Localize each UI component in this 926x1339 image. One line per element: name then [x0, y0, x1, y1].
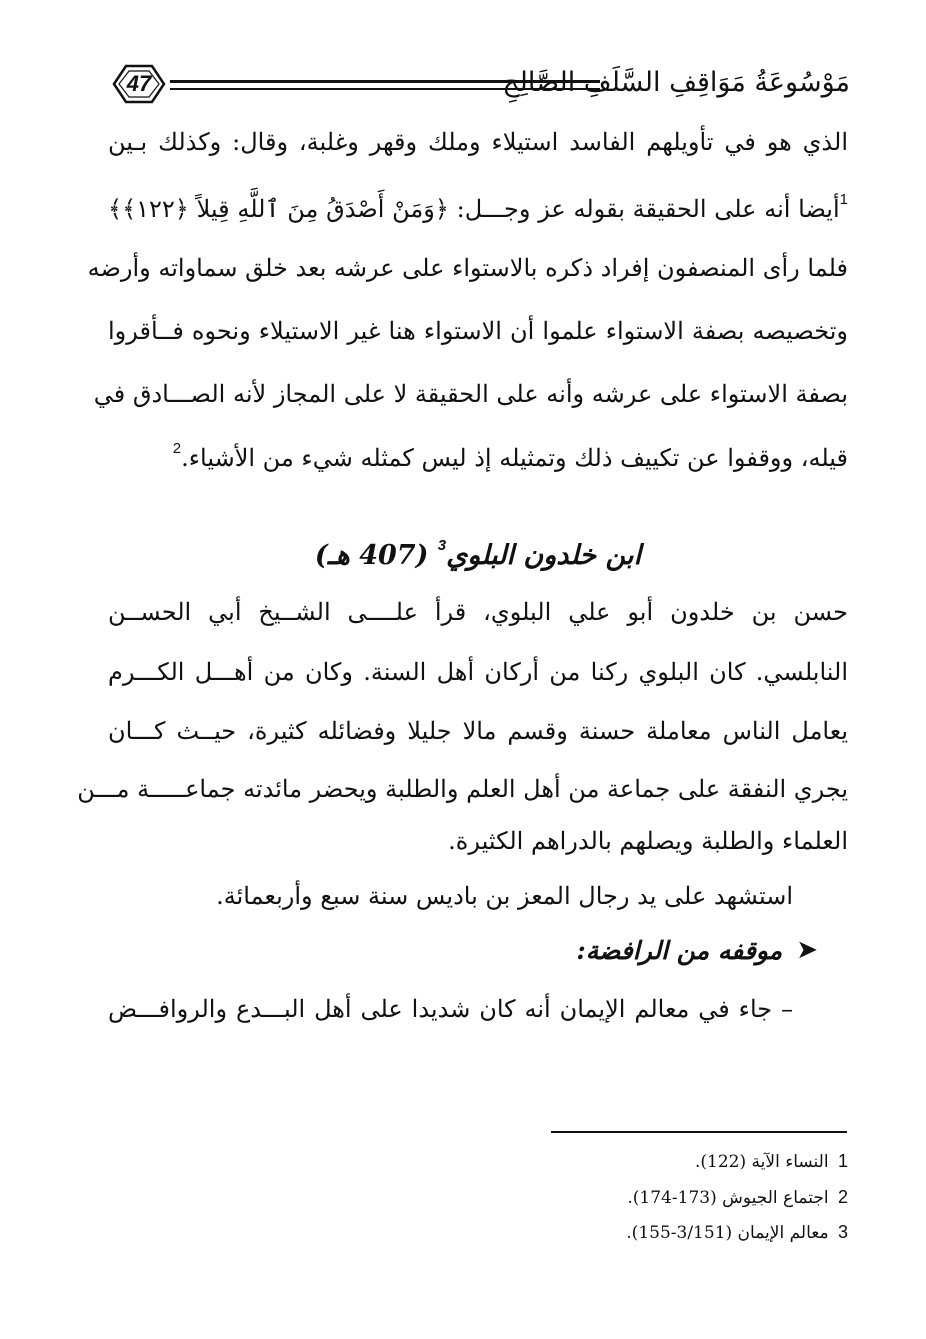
footnote-text: اجتماع الجيوش (173-174). — [627, 1188, 829, 1208]
arrow-left-icon: ➤ — [796, 935, 818, 965]
body-line: – جاء في معالم الإيمان أنه كان شديدا على أهل البـــدع والروافـــض — [108, 995, 793, 1023]
body-line: فلما رأى المنصفون إفراد ذكره بالاستواء على عرشه بعد خلق سماواته وأرضه — [87, 254, 848, 282]
footnote-ref: 1 — [839, 191, 848, 208]
bio-line: النابلسي. كان البلوي ركنا من أركان أهل السنة. وكان من أهـــل الكـــرم — [108, 658, 848, 686]
footnote-text: النساء الآية (122). — [695, 1152, 829, 1172]
footnote-text: معالم الإيمان (3/151-155). — [626, 1223, 829, 1243]
page-header — [100, 58, 850, 122]
stance-subheading — [577, 935, 819, 965]
footnote-item — [626, 1222, 848, 1243]
martyr-line: استشهد على يد رجال المعز بن باديس سنة سبع وأربعمائة. — [216, 882, 793, 910]
footnote-number: 2 — [837, 1187, 848, 1207]
page-number-badge — [108, 62, 170, 106]
book-title: مَوْسُوعَةُ مَوَاقِفِ السَّلَفِ الصَّالِحِ — [502, 67, 850, 98]
footnote-number: 3 — [837, 1222, 848, 1242]
bio-line: العلماء والطلبة ويصلهم بالدراهم الكثيرة. — [448, 827, 848, 855]
body-line-text: قيله، ووقفوا عن تكييف ذلك وتمثيله إذ ليس كمثله شيء من الأشياء. — [181, 444, 848, 472]
footnote-item — [627, 1187, 848, 1208]
body-line: بصفة الاستواء على عرشه وأنه على الحقيقة لا على المجاز لأنه الصـــادق في — [93, 380, 848, 408]
footnote-ref: 2 — [172, 440, 182, 457]
body-line-quran — [108, 191, 848, 223]
subheading-text: موقفه من الرافضة: — [576, 935, 783, 965]
bio-line: يعامل الناس معاملة حسنة وقسم مالا جليلا وفضائله كثيرة، حيــث كـــان — [108, 717, 848, 745]
body-line-end — [108, 440, 848, 472]
footnote-divider — [551, 1131, 847, 1133]
body-line-text: أيضا أنه على الحقيقة بقوله عز وجـــل: ﴿وَمَنْ أَصْدَقُ مِنَ ٱللَّهِ قِيلاً ﴿١٢٢﴾﴾ — [108, 195, 840, 223]
body-line: وتخصيصه بصفة الاستواء علموا أن الاستواء هنا غير الاستيلاء ونحوه فــأقروا — [108, 317, 848, 345]
bio-line: حسن بن خلدون أبو علي البلوي، قرأ علــــى الشــيخ أبي الحســن — [108, 598, 848, 626]
heading-date: (407 هـ) — [314, 540, 429, 571]
section-heading — [108, 537, 848, 571]
page-number: 47 — [126, 71, 152, 96]
footnote-number: 1 — [837, 1151, 848, 1171]
bio-line: يجري النفقة على جماعة من أهل العلم والطلبة ويحضر مائدته جماعـــــة مـــن — [77, 775, 848, 803]
body-line: الذي هو في تأويلهم الفاسد استيلاء وملك وقهر وغلبة، وقال: وكذلك بـين — [108, 128, 848, 156]
footnote-ref: 3 — [437, 537, 447, 554]
heading-name: ابن خلدون البلوي — [446, 540, 642, 571]
footnote-item — [695, 1151, 848, 1172]
